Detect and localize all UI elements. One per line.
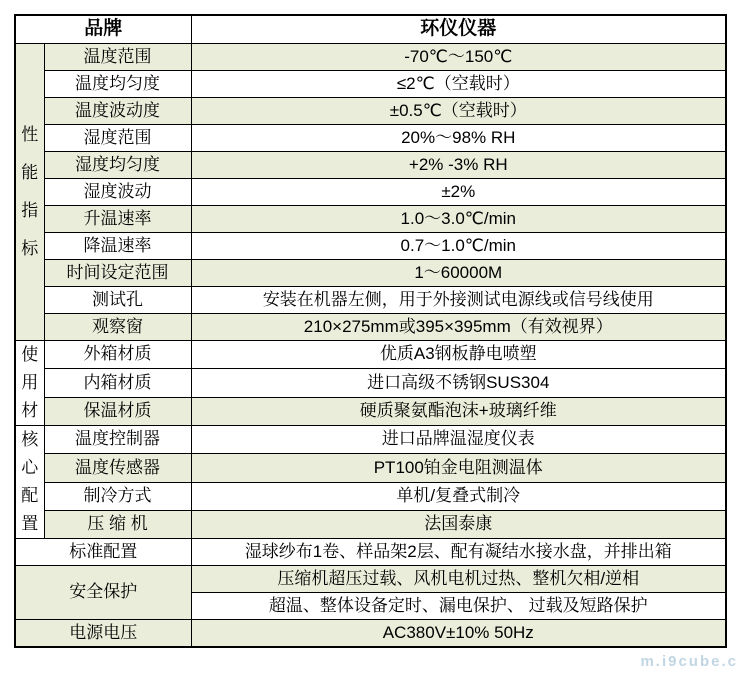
row-value-outer-box: 优质A3钢板静电喷塑 xyxy=(191,341,726,369)
row-value-temp-uniformity: ≤2℃（空载时） xyxy=(191,71,726,98)
row-label-humidity-fluctuation: 湿度波动 xyxy=(44,179,191,206)
row-label-temp-fluctuation: 温度波动度 xyxy=(44,98,191,125)
row-value-temp-fluctuation: ±0.5℃（空载时） xyxy=(191,98,726,125)
row-label-time-setting: 时间设定范围 xyxy=(44,260,191,287)
watermark: m.i9cube.c xyxy=(640,653,738,670)
group-label-performance: 性 能 指 标 xyxy=(21,125,39,258)
row-value-humidity-fluctuation: ±2% xyxy=(191,179,726,206)
row-label-inner-box: 内箱材质 xyxy=(44,369,191,397)
row-label-viewing-window: 观察窗 xyxy=(44,314,191,341)
row-value-inner-box: 进口高级不锈钢SUS304 xyxy=(191,369,726,397)
row-label-power-voltage: 电源电压 xyxy=(15,620,191,648)
row-label-cooldown-rate: 降温速率 xyxy=(44,233,191,260)
row-value-insulation: 硬质聚氨酯泡沫+玻璃纤维 xyxy=(191,397,726,425)
row-label-humidity-range: 湿度范围 xyxy=(44,125,191,152)
brand-label: 品牌 xyxy=(15,15,191,44)
row-value-temp-range: -70℃～150℃ xyxy=(191,44,726,71)
row-label-temp-range: 温度范围 xyxy=(44,44,191,71)
row-label-insulation: 保温材质 xyxy=(44,397,191,425)
row-label-safety-protection: 安全保护 xyxy=(15,566,191,620)
row-value-humidity-uniformity: +2% -3% RH xyxy=(191,152,726,179)
row-label-outer-box: 外箱材质 xyxy=(44,341,191,369)
row-label-temp-controller: 温度控制器 xyxy=(44,426,191,454)
row-value-compressor: 法国泰康 xyxy=(191,510,726,538)
row-label-heatup-rate: 升温速率 xyxy=(44,206,191,233)
brand-value: 环仪仪器 xyxy=(191,15,726,44)
group-label-materials: 使 用 材 xyxy=(21,345,39,420)
row-value-temp-sensor: PT100铂金电阻测温体 xyxy=(191,454,726,482)
row-value-safety-protection-2: 超温、整体设备定时、漏电保护、 过载及短路保护 xyxy=(191,593,726,620)
row-value-humidity-range: 20%～98% RH xyxy=(191,125,726,152)
row-label-temp-sensor: 温度传感器 xyxy=(44,454,191,482)
row-value-test-hole: 安装在机器左侧，用于外接测试电源线或信号线使用 xyxy=(191,287,726,314)
group-cell-materials xyxy=(15,341,44,426)
row-label-compressor: 压 缩 机 xyxy=(44,510,191,538)
group-cell-core-config xyxy=(15,426,44,539)
row-value-time-setting: 1～60000M xyxy=(191,260,726,287)
row-value-power-voltage: AC380V±10% 50Hz xyxy=(191,620,726,648)
row-label-temp-uniformity: 温度均匀度 xyxy=(44,71,191,98)
row-value-cooldown-rate: 0.7～1.0℃/min xyxy=(191,233,726,260)
row-label-cooling-method: 制冷方式 xyxy=(44,482,191,510)
row-label-test-hole: 测试孔 xyxy=(44,287,191,314)
row-value-standard-config: 湿球纱布1卷、样品架2层、配有凝结水接水盘，并排出箱 xyxy=(191,539,726,566)
row-value-temp-controller: 进口品牌温湿度仪表 xyxy=(191,426,726,454)
row-label-standard-config: 标准配置 xyxy=(15,539,191,566)
group-cell-performance xyxy=(15,44,44,341)
row-value-viewing-window: 210×275mm或395×395mm（有效视界） xyxy=(191,314,726,341)
spec-table xyxy=(14,14,727,648)
group-label-core-config: 核 心 配 置 xyxy=(21,430,39,533)
row-value-cooling-method: 单机/复叠式制冷 xyxy=(191,482,726,510)
row-value-heatup-rate: 1.0～3.0℃/min xyxy=(191,206,726,233)
row-label-humidity-uniformity: 湿度均匀度 xyxy=(44,152,191,179)
row-value-safety-protection-1: 压缩机超压过载、风机电机过热、整机欠相/逆相 xyxy=(191,566,726,593)
